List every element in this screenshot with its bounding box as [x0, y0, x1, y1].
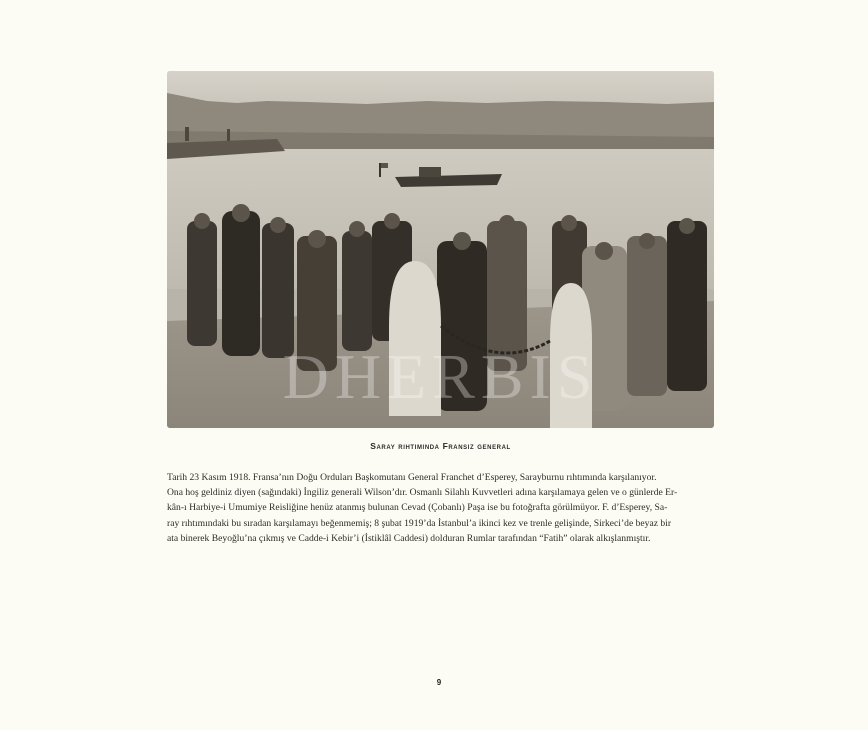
historical-photograph: [167, 71, 714, 428]
paragraph-line: Tarih 23 Kasım 1918. Fransa’nın Doğu Orduları Başkomutanı General Franchet d’Esperey, Sarayburnu rıhtımında karşılanıyor.: [167, 472, 657, 483]
paragraph-line: ata binerek Beyoğlu’na çıkmış ve Cadde-i Kebir’i (İstiklâl Caddesi) dolduran Rumlar tarafından “Fatih” olarak alkışlanmıştır.: [167, 532, 651, 544]
photo-caption: Saray rıhtımında Fransız general: [370, 441, 511, 451]
photo-watermark: DHERBIS: [282, 341, 599, 412]
body-paragraph: [167, 470, 717, 546]
page-number: 9: [436, 678, 442, 687]
photo-illustration: [167, 71, 714, 428]
paragraph-line: ray rıhtımındaki bu sıradan karşılamayı beğenmemiş; 8 şubat 1919’da İstanbul’a ikinci kez ve trenle gelişinde, Sirkeci’de beyaz bir: [167, 517, 672, 529]
paragraph-line: kân-ı Harbiye-i Umumiye Reisliğine henüz atanmış bulunan Cevad (Çobanlı) Paşa ise bu fotoğrafta görülmüyor. F. d’Esperey, Sa-: [167, 502, 668, 514]
paragraph-line: Ona hoş geldiniz diyen (sağındaki) İngiliz generali Wilson’dır. Osmanlı Silahlı Kuvvetleri adına karşılamaya gelen ve o günlerde Er-: [167, 487, 678, 499]
